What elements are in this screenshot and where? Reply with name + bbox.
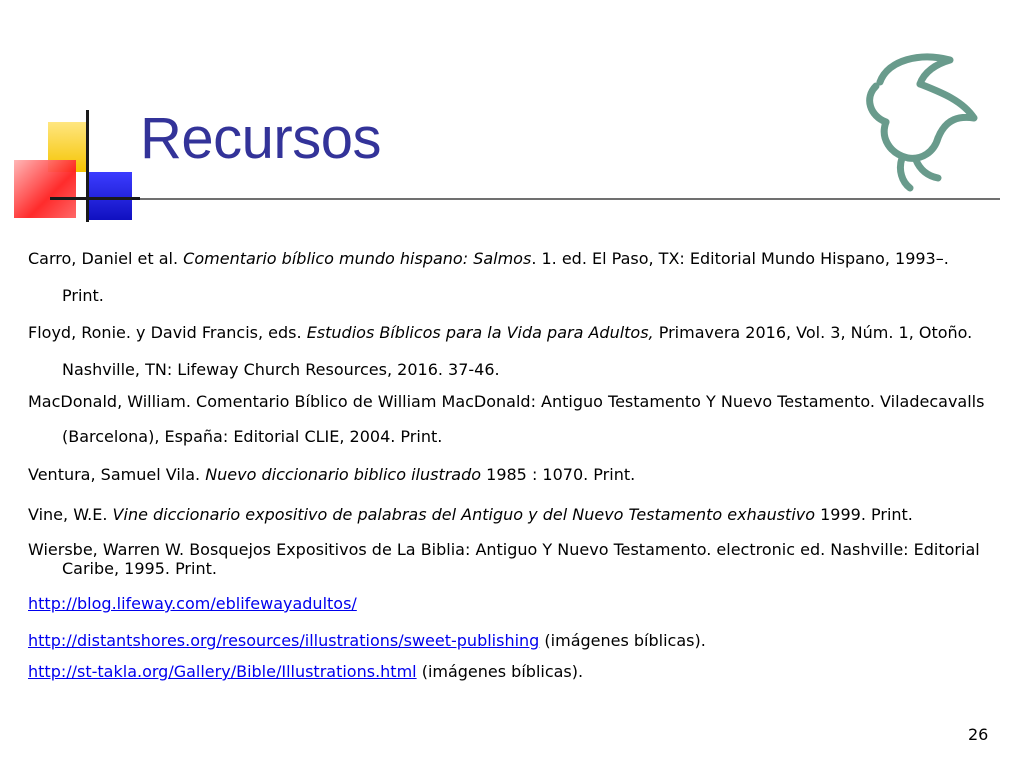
reference-item: Wiersbe, Warren W. Bosquejos Expositivos de La Biblia: Antiguo Y Nuevo Testamento. electronic ed. Nashville: Editorial Caribe, 1995. Print. — [28, 540, 980, 578]
reference-item: Ventura, Samuel Vila. Nuevo diccionario biblico ilustrado 1985 : 1070. Print. — [28, 465, 636, 484]
decor-red-square — [14, 160, 76, 218]
decor-vertical-line — [86, 110, 89, 222]
reference-item: Carro, Daniel et al. Comentario bíblico mundo hispano: Salmos. 1. ed. El Paso, TX: Editorial Mundo Hispano, 1993–. Print. — [28, 249, 949, 305]
link-lifeway-blog[interactable]: http://blog.lifeway.com/eblifewayadultos/ — [28, 594, 357, 613]
dove-icon — [850, 42, 980, 192]
link-item — [28, 594, 988, 613]
decor-horizontal-line — [50, 197, 140, 200]
reference-item: Vine, W.E. Vine diccionario expositivo de palabras del Antiguo y del Nuevo Testamento exhaustivo 1999. Print. — [28, 505, 913, 524]
slide-title: Recursos — [140, 106, 381, 171]
reference-item: MacDonald, William. Comentario Bíblico de William MacDonald: Antiguo Testamento Y Nuevo Testamento. Viladecavalls (Barcelona), España: Editorial CLIE, 2004. Print. — [28, 392, 985, 446]
page-number: 26 — [968, 725, 989, 744]
link-distantshores[interactable]: http://distantshores.org/resources/illustrations/sweet-publishing — [28, 631, 540, 650]
link-item: http://st-takla.org/Gallery/Bible/Illustrations.html (imágenes bíblicas). — [28, 662, 584, 681]
reference-list — [28, 240, 988, 681]
decor-blue-square — [88, 172, 132, 220]
link-item: http://distantshores.org/resources/illustrations/sweet-publishing (imágenes bíblicas). — [28, 631, 706, 650]
reference-item: Floyd, Ronie. y David Francis, eds. Estudios Bíblicos para la Vida para Adultos, Primavera 2016, Vol. 3, Núm. 1, Otoño. Nashville, TN: Lifeway Church Resources, 2016. 37-46. — [28, 323, 973, 379]
link-st-takla[interactable]: http://st-takla.org/Gallery/Bible/Illustrations.html — [28, 662, 417, 681]
title-underline — [50, 198, 1000, 200]
